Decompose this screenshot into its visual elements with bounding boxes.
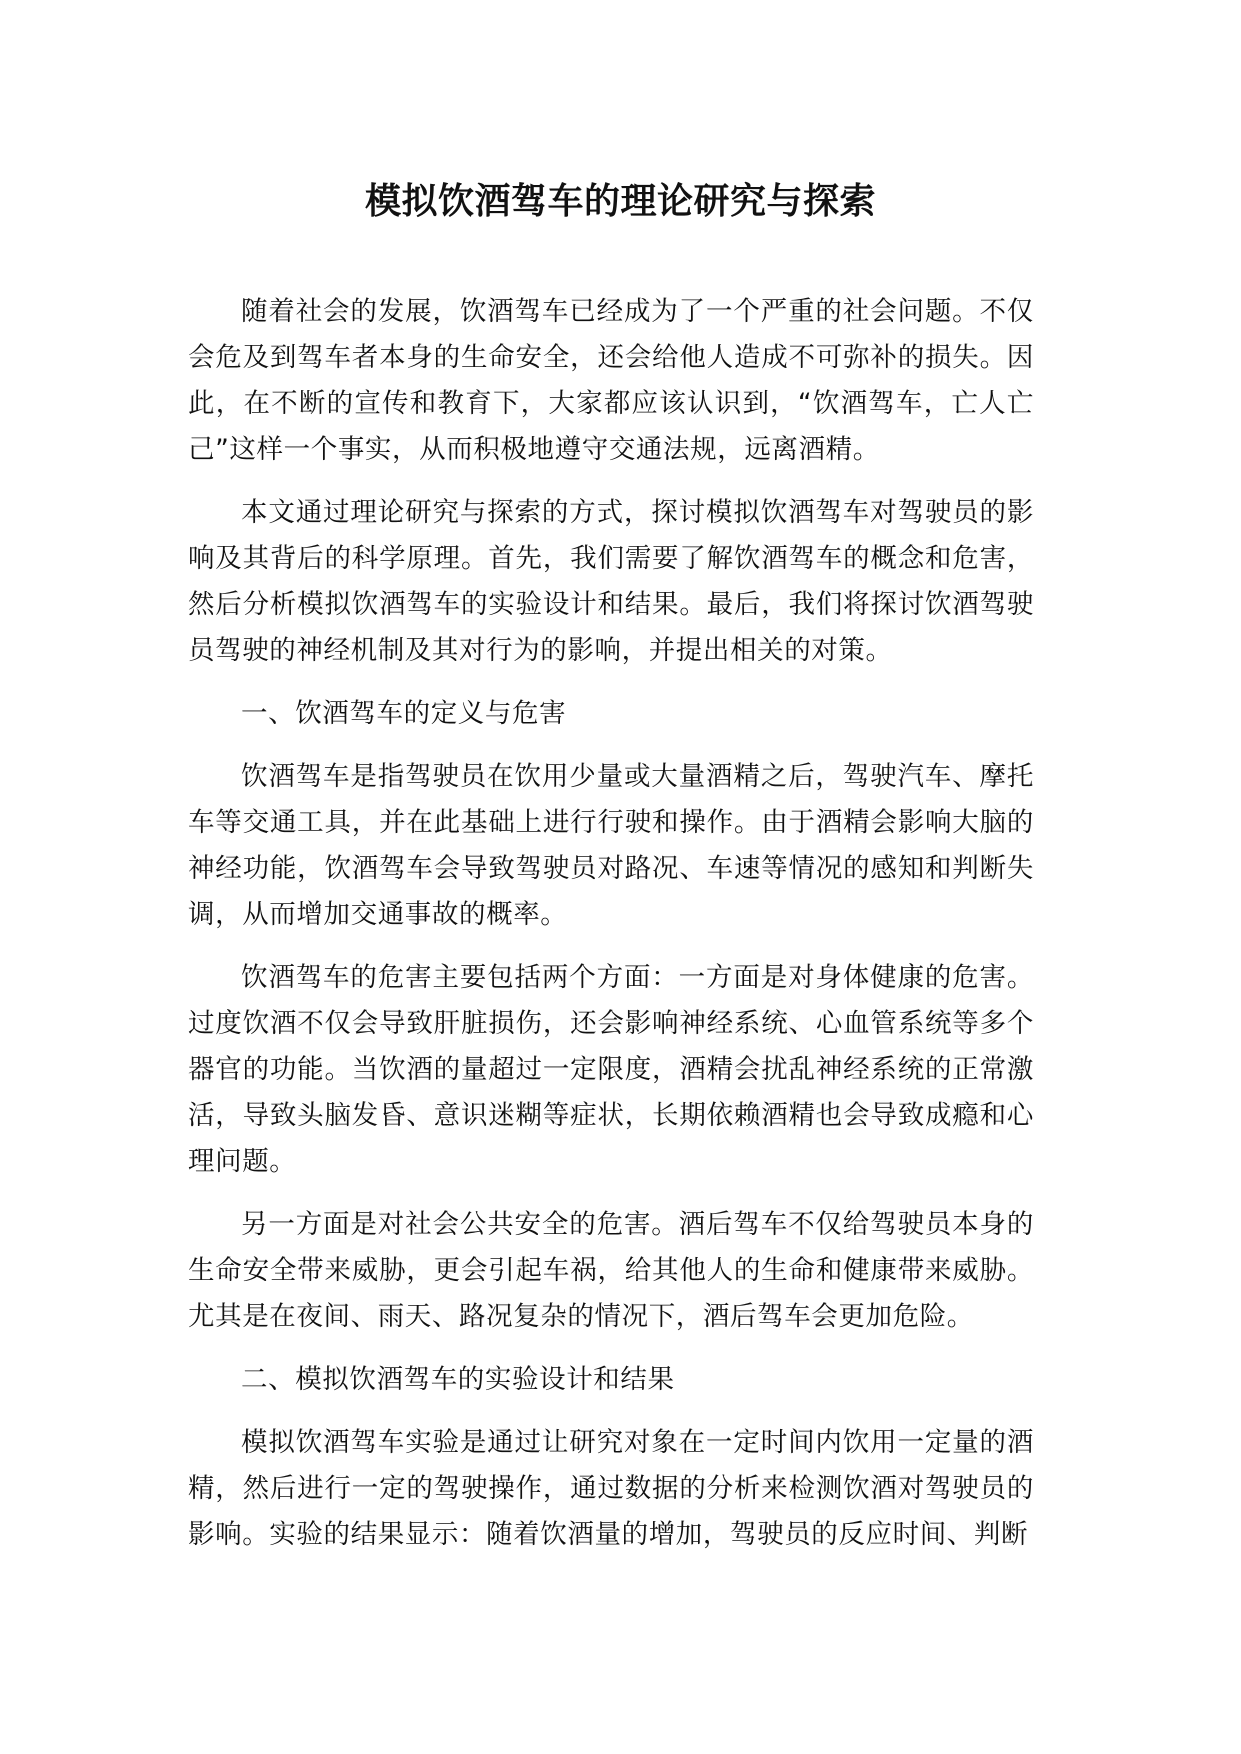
section-1-paragraph-2: 饮酒驾车的危害主要包括两个方面：一方面是对身体健康的危害。过度饮酒不仅会导致肝脏损伤，还会影响神经系统、心血管系统等多个器官的功能。当饮酒的量超过一定限度，酒精会扰乱神经系统的正常激活，导致头脑发昏、意识迷糊等症状，长期依赖酒精也会导致成瘾和心理问题。 [188, 962, 1034, 1177]
section-2-heading: 二、模拟饮酒驾车的实验设计和结果 [241, 1364, 675, 1395]
section-1-paragraph-1: 饮酒驾车是指驾驶员在饮用少量或大量酒精之后，驾驶汽车、摩托车等交通工具，并在此基础上进行行驶和操作。由于酒精会影响大脑的神经功能，饮酒驾车会导致驾驶员对路况、车速等情况的感知和判断失调，从而增加交通事故的概率。 [188, 761, 1034, 930]
section-1-heading: 一、饮酒驾车的定义与危害 [241, 698, 567, 729]
section-1-paragraph-3: 另一方面是对社会公共安全的危害。酒后驾车不仅给驾驶员本身的生命安全带来威胁，更会引起车祸，给其他人的生命和健康带来威胁。尤其是在夜间、雨天、路况复杂的情况下，酒后驾车会更加危险。 [188, 1209, 1034, 1332]
intro-paragraph-1: 随着社会的发展，饮酒驾车已经成为了一个严重的社会问题。不仅会危及到驾车者本身的生命安全，还会给他人造成不可弥补的损失。因此，在不断的宣传和教育下，大家都应该认识到，“饮酒驾车，亡人亡己”这样一个事实，从而积极地遵守交通法规，远离酒精。 [188, 296, 1034, 465]
document-body [188, 289, 1034, 1575]
section-2-paragraph-1: 模拟饮酒驾车实验是通过让研究对象在一定时间内饮用一定量的酒精，然后进行一定的驾驶操作，通过数据的分析来检测饮酒对驾驶员的影响。实验的结果显示：随着饮酒量的增加，驾驶员的反应时间、判断 [188, 1427, 1034, 1550]
document-title: 模拟饮酒驾车的理论研究与探索 [364, 181, 876, 222]
intro-paragraph-2: 本文通过理论研究与探索的方式，探讨模拟饮酒驾车对驾驶员的影响及其背后的科学原理。首先，我们需要了解饮酒驾车的概念和危害，然后分析模拟饮酒驾车的实验设计和结果。最后，我们将探讨饮酒驾驶员驾驶的神经机制及其对行为的影响，并提出相关的对策。 [188, 497, 1034, 666]
